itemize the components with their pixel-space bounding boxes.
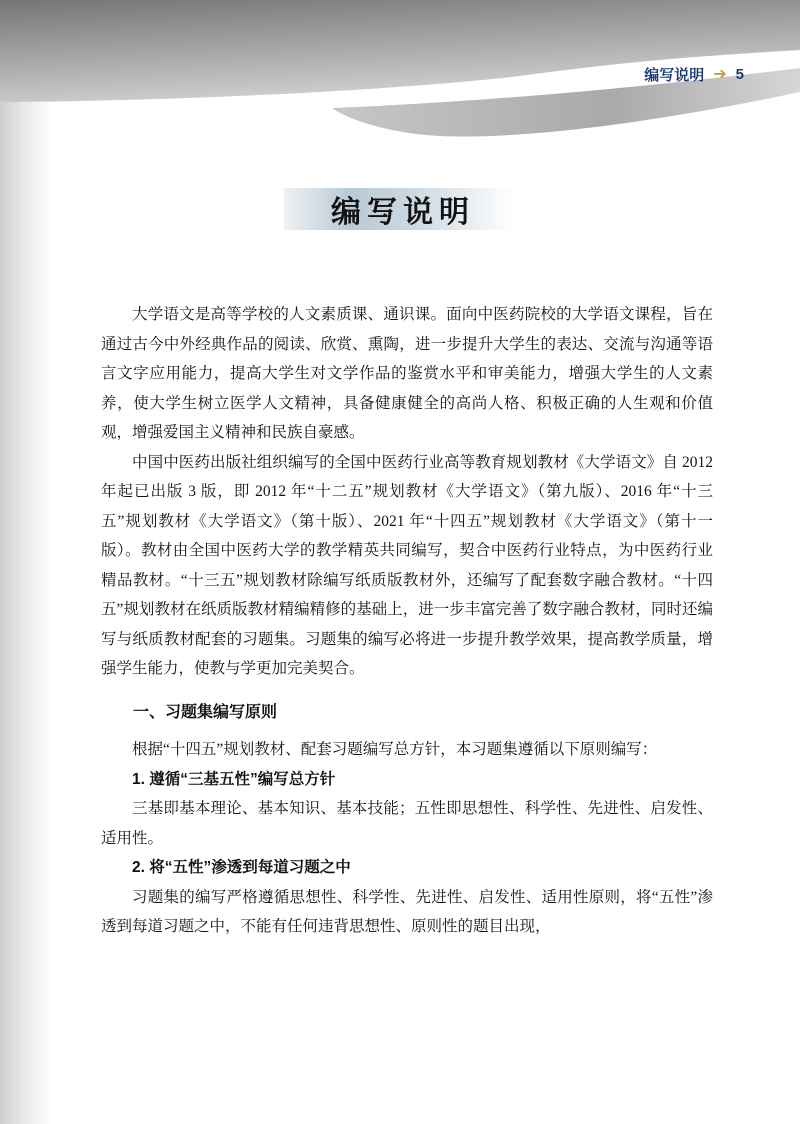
subsection-heading-1: 1. 遵循“三基五性”编写总方针 [132,770,336,788]
header-arrow-icon: ➔ [713,65,727,83]
chapter-title: 编写说明 [331,196,475,229]
body-paragraph-5: 习题集的编写严格遵循思想性、科学性、先进性、启发性、适用性原则，将“五性”渗透到每道习题之中，不能有任何违背思想性、原则性的题目出现， [101,888,713,935]
section-heading-1: 一、习题集编写原则 [133,703,278,721]
page-gutter-shading [0,0,52,1124]
body-paragraph-1: 大学语文是高等学校的人文素质课、通识课。面向中医药院校的大学语文课程，旨在通过古今中外经典作品的阅读、欣赏、熏陶，进一步提升大学生的表达、交流与沟通等语言文字应用能力，提高大学生对文学作品的鉴赏水平和审美能力，增强大学生的人文素养，使大学生树立医学人文精神，具备健康健全的高尚人格、积极正确的人生观和价值观，增强爱国主义精神和民族自豪感。 [101,306,713,441]
page-number: 5 [735,66,744,83]
body-paragraph-3: 根据“十四五”规划教材、配套习题编写总方针，本习题集遵循以下原则编写： [132,741,658,758]
running-header-title: 编写说明 [644,67,705,84]
chapter-title-band [284,188,516,230]
running-header [644,64,744,85]
subsection-heading-2: 2. 将“五性”渗透到每道习题之中 [132,859,351,876]
body-paragraph-2: 中国中医药出版社组织编写的全国中医药行业高等教育规划教材《大学语文》自 2012 年起已出版 3 版，即 2012 年“十二五”规划教材《大学语文》（第九版）、2016 年“十三五”规划教材《大学语文》（第十版）、2021 年“十四五”规划教材《大学语文》（第十一版）。教材由全国中医药大学的教学精英共同编写，契合中医药行业特点，为中医药行业精品教材。“十三五”规划教材除编写纸质版教材外，还编写了配套数字融合教材。“十四五”规划教材在纸质版教材精编精修的基础上，进一步丰富完善了数字融合教材，同时还编写与纸质教材配套的习题集。习题集的编写必将进一步提升教学效果，提高教学质量，增强学生能力，使教与学更加完美契合。 [101,453,713,677]
body-paragraph-4: 三基即基本理论、基本知识、基本技能；五性即思想性、科学性、先进性、启发性、适用性。 [101,800,713,847]
page-content [101,300,713,942]
